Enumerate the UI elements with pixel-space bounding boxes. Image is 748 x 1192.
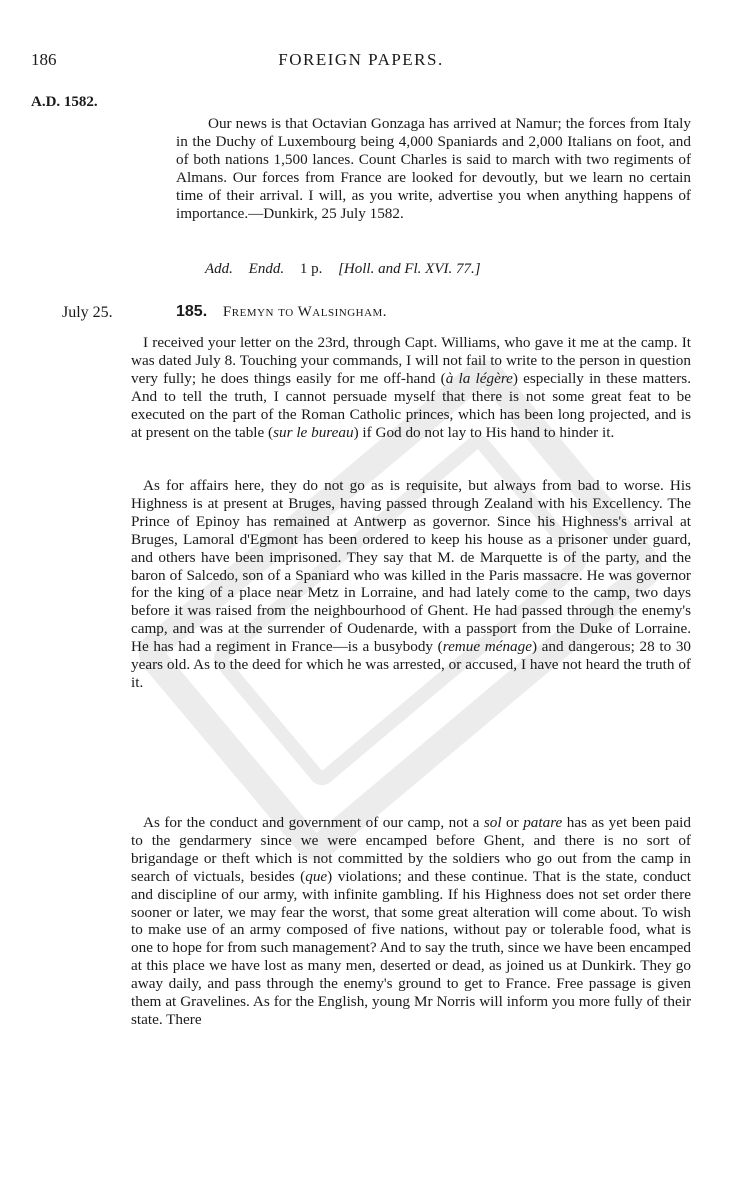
p2-text-b: ) and dangerous; 28 to 30 years old. As to the deed for which he was arrested, or accused, I have not heard the truth of it. [131, 638, 692, 691]
p3-text-b: or [501, 814, 524, 831]
margin-year: A.D. 1582. [31, 94, 98, 110]
page-header [31, 50, 691, 80]
continuation-text: Our news is that Octavian Gonzaga has arrived at Namur; the forces from Italy in the Duchy of Luxembourg being 4,000 Spaniards and 2,000 Italians on foot, and of both nations 1,500 lances. Count Charles is said to march with two regiments of Almans. Our forces from France are looked for devoutly, but we learn no certain time of their arrival. I will, as you write, advertise you when anything happens of importance.—Dunkirk, 25 July 1582. [176, 115, 691, 222]
entry-title: Fremyn to Walsingham. [222, 304, 388, 320]
p3-italic-2: patare [523, 814, 563, 831]
p3-text-a: As for the conduct and government of our camp, not a [143, 814, 484, 831]
running-head: FOREIGN PAPERS. [278, 50, 444, 69]
margin-date: July 25. [62, 304, 113, 321]
p1-italic-2: sur le bureau [273, 423, 354, 441]
p1-text-c: ) if God do not lay to His hand to hinder it. [353, 423, 615, 441]
paragraph-3 [131, 814, 691, 1029]
paragraph-2 [131, 477, 691, 692]
p1-text-a: I received your letter on the 23rd, through Capt. Williams, who gave it me at the camp. It was dated July 8. Touching your commands, I will not fail to write to the person in question very fully; he does things easily for me off-hand ( [131, 334, 691, 387]
p1-italic-1: à la légère [445, 369, 513, 387]
source-note [205, 261, 481, 278]
p3-text-c: has as yet been paid to the gendarmery since we were encamped before Ghent, and there is no sort of brigandage or theft which is not committed by the soldiers who go out from the camp in search of victuals, besides ( [131, 814, 691, 885]
source-pages: 1 p. [299, 261, 323, 277]
p3-text-d: ) violations; and these continue. That is the state, conduct and discipline of our army, with infinite gambling. If his Highness does not set order there sooner or later, we may fear the worst, that some great alteration will come about. To wish to make use of an army composed of five nations, without pay or tolerable food, what is one to hope for from such management? And to say the truth, since we have been encamped at this place we have lost as many men, deserted or dead, as joined us at Dunkirk. They go away daily, and pass through the enemy's ground to get to France. Free passage is given them at Gravelines. As for the English, young Mr Norris will inform you more fully of their state. There [131, 867, 691, 1028]
entry-heading [176, 303, 387, 321]
p1-text-b: ) especially in these matters. And to tell the truth, I cannot persuade myself that there is not some great feat to be executed on the part of the Roman Catholic princes, which has been long projected, and is at present on the table ( [131, 369, 691, 441]
source-add: Add. [205, 261, 233, 277]
page-number: 186 [31, 50, 57, 69]
entry-number: 185. [176, 303, 208, 320]
p3-italic-1: sol [483, 814, 502, 831]
continuation-paragraph [176, 115, 691, 222]
paragraph-1 [131, 334, 691, 441]
p3-italic-3: que [305, 867, 328, 885]
source-endd: Endd. [248, 261, 285, 277]
p2-italic-1: remue ménage [442, 638, 532, 656]
p2-text-a: As for affairs here, they do not go as is requisite, but always from bad to worse. His Highness is at present at Bruges, having passed through Zealand with his Excellency. The Prince of Epinoy has remained at Antwerp as governor. Since his Highness's arrival at Bruges, Lamoral d'Egmont has been ordered to keep his house as a prisoner under guard, and others have been imprisoned. They say that M. de Marquette is of the party, and the baron of Salcedo, son of a Spaniard who was killed in the Paris massacre. He was governor for the king of a place near Metz in Lorraine, and had lately come to the camp, two days before it was raised from the neighbourhood of Ghent. He had passed through the enemy's camp, and was at the surrender of Oudenarde, with a passport from the Duke of Lorraine. He has had a regiment in France—is a busybody ( [131, 477, 691, 656]
source-reference: [Holl. and Fl. XVI. 77.] [338, 261, 481, 277]
